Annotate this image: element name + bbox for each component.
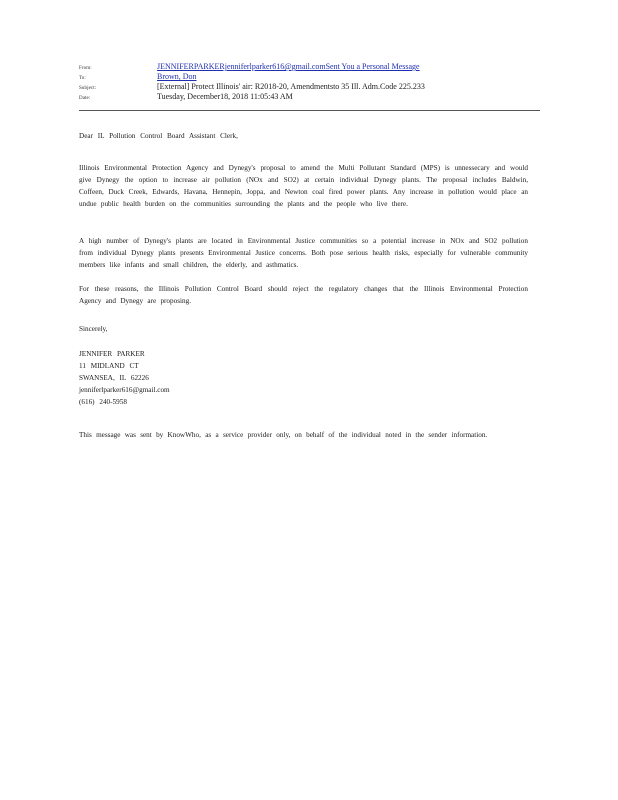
paragraph-1 <box>79 155 528 217</box>
to-row <box>79 72 539 82</box>
paragraph-3-text: For these reasons, the Illinois Pollution Control Board should reject the regulatory changes that the Illinois Environmental Protection Agency and Dynegy are proposing. <box>79 285 528 306</box>
date-value: Tuesday, December18, 2018 11:05:43 AM <box>157 92 293 101</box>
from-row <box>79 62 539 72</box>
footer-text: This message was sent by KnowWho, as a service provider only, on behalf of the individual noted in the sender information. <box>79 431 488 440</box>
paragraph-3 <box>79 276 528 314</box>
closing: Sincerely, <box>79 325 108 333</box>
footer-note <box>79 422 528 448</box>
header-divider <box>79 110 540 111</box>
subject-value: [External] Protect Illinois' air: R2018-20, Amendmentsto 35 Ill. Adm.Code 225.233 <box>157 82 425 91</box>
subject-label: Subject: <box>79 86 97 91</box>
to-label: To: <box>79 76 86 81</box>
signature-city: SWANSEA, IL 62226 <box>79 374 149 382</box>
date-row <box>79 92 539 102</box>
subject-row <box>79 82 539 92</box>
paragraph-2-text: A high number of Dynegy's plants are located in Environmental Justice communities so a potential increase in NOx and SO2 pollution from individual Dynegy plants presents Environmental Justice concerns. Both pose serious health risks, especially for vulnerable community members like infants and small children, the elderly, and asthmatics. <box>79 237 528 270</box>
to-link[interactable]: Brown, Don <box>157 72 197 81</box>
salutation: Dear IL Pollution Control Board Assistant Clerk, <box>79 132 238 140</box>
signature-phone: (616) 240-5958 <box>79 398 127 406</box>
from-link[interactable]: JENNIFERPARKERjenniferlparker616@gmail.comSent You a Personal Message <box>157 62 420 71</box>
from-label: From: <box>79 66 92 71</box>
signature-email: jenniferlparker616@gmail.com <box>79 386 170 394</box>
email-header <box>79 62 539 102</box>
paragraph-1-text: Illinois Environmental Protection Agency and Dynegy's proposal to amend the Multi Pollutant Standard (MPS) is unnessecary and would give Dynegy the option to increase air pollution (NOx and SO2) at certain individual Dynegy plants. The proposal includes Baldwin, Coffeen, Duck Creek, Edwards, Havana, Hennepin, Joppa, and Newton coal fired power plants. Any increase in pollution would place an undue public health burden on the communities surrounding the plants and the people who live there. <box>79 164 528 209</box>
signature-street: 11 MIDLAND CT <box>79 362 139 370</box>
signature-block <box>79 348 170 408</box>
date-label: Date: <box>79 96 91 101</box>
paragraph-2 <box>79 228 528 278</box>
signature-name: JENNIFER PARKER <box>79 350 145 358</box>
